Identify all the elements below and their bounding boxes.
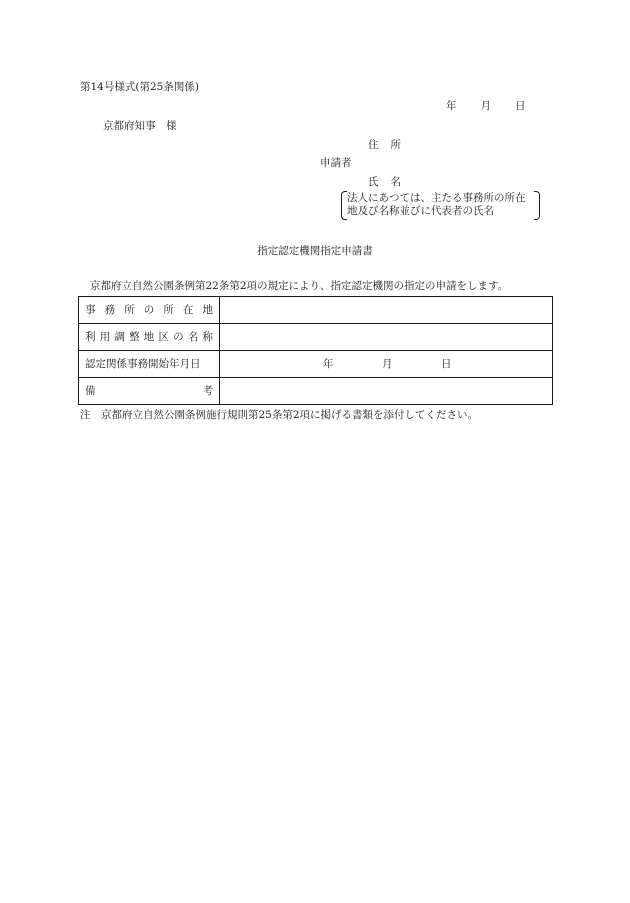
start-date-label: 認定関係事務開始年月日 — [79, 351, 220, 378]
start-date-day: 日 — [441, 358, 452, 370]
applicant-label: 申請者 — [320, 157, 352, 169]
label-char: 整 — [129, 330, 140, 343]
submission-date — [446, 101, 526, 112]
date-year-label: 年 — [446, 100, 457, 112]
remarks-field[interactable] — [220, 378, 553, 405]
label-char: 区 — [158, 330, 169, 343]
date-month-label: 月 — [480, 100, 491, 112]
label-char: 調 — [114, 330, 125, 343]
start-date-field[interactable] — [220, 351, 553, 378]
document-title: 指定認定機関指定申請書 — [257, 245, 373, 257]
address-label-char-2: 所 — [390, 139, 401, 151]
label-char: 所 — [124, 303, 135, 316]
area-name-label — [79, 324, 220, 351]
start-date-year: 年 — [323, 358, 334, 370]
note-line-1: 法人にあつては、主たる事務所の所在 — [347, 192, 526, 204]
name-label-char-2: 名 — [390, 176, 401, 188]
table-row — [79, 351, 553, 378]
name-label-char-1: 氏 — [368, 176, 379, 188]
table-row — [79, 297, 553, 324]
label-char: 備 — [85, 384, 96, 397]
label-char: 名 — [187, 330, 199, 343]
note-line-2: 地及び名称並びに代表者の氏名 — [347, 205, 494, 217]
label-char: 地 — [202, 303, 213, 316]
label-char: の — [143, 303, 155, 316]
label-char: 用 — [99, 330, 111, 343]
label-char: 在 — [182, 303, 194, 316]
address-label-char-1: 住 — [368, 139, 379, 151]
start-date-month: 月 — [382, 358, 393, 370]
label-char: 務 — [104, 303, 116, 316]
corporation-note — [341, 191, 540, 218]
office-location-field[interactable] — [220, 297, 553, 324]
address-label — [368, 140, 401, 151]
table-row — [79, 324, 553, 351]
date-day-label: 日 — [515, 100, 526, 112]
form-number: 第14号様式(第25条関係) — [80, 81, 199, 93]
label-char: 事 — [85, 303, 96, 316]
label-char: 称 — [202, 330, 213, 343]
area-name-field[interactable] — [220, 324, 553, 351]
label-char: の — [173, 330, 184, 343]
label-char: 所 — [163, 303, 174, 316]
application-statement: 京都府立自然公園条例第22条第2項の規定により、指定認定機関の指定の申請をします。 — [90, 280, 509, 292]
right-bracket — [534, 191, 540, 220]
label-char: 利 — [85, 330, 96, 343]
label-char: 地 — [143, 330, 155, 343]
office-location-label — [79, 297, 220, 324]
remarks-label — [79, 378, 220, 405]
label-char: 考 — [202, 384, 213, 397]
table-row — [79, 378, 553, 405]
name-label — [368, 177, 401, 188]
footnote: 注 京都府立自然公園条例施行規則第25条第2項に掲げる書類を添付してください。 — [80, 409, 479, 421]
addressee: 京都府知事 様 — [103, 120, 177, 132]
application-table — [78, 296, 553, 405]
